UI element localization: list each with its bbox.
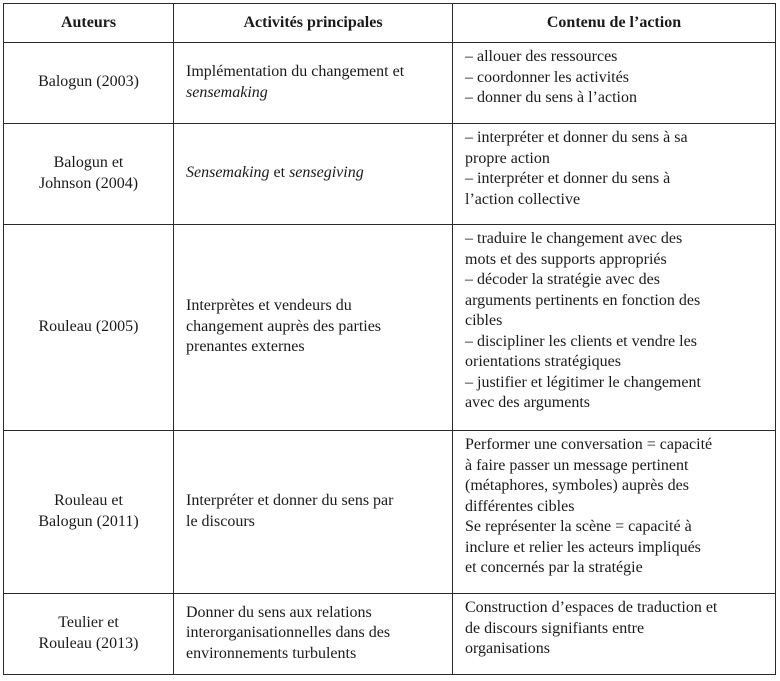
activity-cell bbox=[174, 225, 453, 431]
activity-italic: sensemaking bbox=[186, 83, 268, 101]
table-body bbox=[4, 43, 776, 675]
author-line: Balogun (2011) bbox=[38, 512, 139, 530]
activity-line: Interprètes et vendeurs du bbox=[186, 297, 352, 315]
author-line: Balogun et bbox=[53, 154, 124, 171]
table-row bbox=[4, 431, 776, 594]
author-line: Johnson (2004) bbox=[38, 174, 139, 192]
activity-text: Implémentation du changement et bbox=[186, 63, 405, 80]
activity-cell bbox=[174, 594, 453, 675]
content-line: cibles bbox=[465, 312, 503, 329]
author-cell bbox=[4, 124, 174, 225]
activity-cell bbox=[174, 431, 453, 594]
header-contenu: Contenu de l’action bbox=[453, 4, 776, 43]
author-cell bbox=[4, 594, 174, 675]
literature-table bbox=[3, 3, 776, 675]
activity-line: prenantes externes bbox=[186, 338, 305, 356]
author-line: Rouleau (2005) bbox=[38, 317, 139, 335]
author-cell bbox=[4, 431, 174, 594]
author-line: Balogun (2003) bbox=[38, 73, 139, 91]
content-line: Performer une conversation = capacité bbox=[465, 436, 713, 453]
activity-line: changement auprès des parties bbox=[186, 317, 382, 335]
content-cell bbox=[453, 124, 776, 225]
content-line: Se représenter la scène = capacité à bbox=[465, 518, 692, 535]
content-line: l’action collective bbox=[465, 190, 581, 208]
content-line: propre action bbox=[465, 149, 550, 167]
author-line: Rouleau et bbox=[54, 492, 123, 509]
content-cell bbox=[453, 594, 776, 675]
activity-line: le discours bbox=[186, 512, 255, 530]
content-line: (métaphores, symboles) auprès des bbox=[465, 477, 689, 494]
content-line: et concernés par la stratégie bbox=[465, 559, 643, 576]
table-row bbox=[4, 225, 776, 431]
table-row bbox=[4, 124, 776, 225]
table-row bbox=[4, 594, 776, 675]
content-line: avec des arguments bbox=[465, 394, 590, 411]
content-line: – coordonner les activités bbox=[465, 68, 629, 86]
content-line: – décoder la stratégie avec des bbox=[465, 271, 661, 288]
activity-italic: Sensemaking bbox=[186, 164, 270, 182]
activity-cell bbox=[174, 43, 453, 124]
content-line: arguments pertinents en fonction des bbox=[465, 291, 701, 309]
header-activites: Activités principales bbox=[174, 4, 453, 43]
content-cell bbox=[453, 43, 776, 124]
content-cell bbox=[453, 431, 776, 594]
content-line: – interpréter et donner du sens à bbox=[465, 170, 671, 187]
content-line: de discours signifiants entre bbox=[465, 619, 645, 637]
activity-line: environnements turbulents bbox=[186, 644, 357, 662]
content-line: orientations stratégiques bbox=[465, 353, 621, 370]
content-line: – traduire le changement avec des bbox=[465, 230, 683, 247]
activity-cell bbox=[174, 124, 453, 225]
author-cell bbox=[4, 43, 174, 124]
content-line: à faire passer un message pertinent bbox=[465, 456, 689, 474]
content-cell bbox=[453, 225, 776, 431]
content-line: inclure et relier les acteurs impliqués bbox=[465, 538, 701, 556]
content-line: – allouer des ressources bbox=[465, 48, 618, 65]
content-line: – interpréter et donner du sens à sa bbox=[465, 129, 688, 146]
activity-line: interorganisationnelles dans des bbox=[186, 624, 391, 642]
table-row bbox=[4, 43, 776, 124]
header-auteurs: Auteurs bbox=[4, 4, 174, 43]
content-line: mots et des supports appropriés bbox=[465, 250, 667, 268]
activity-italic: sensegiving bbox=[289, 164, 364, 182]
content-line: – justifier et légitimer le changement bbox=[465, 373, 701, 391]
author-line: Teulier et bbox=[58, 614, 119, 631]
content-line: Construction d’espaces de traduction et bbox=[465, 599, 718, 616]
table-header bbox=[4, 4, 776, 43]
header-row bbox=[4, 4, 776, 43]
activity-line: Interpréter et donner du sens par bbox=[186, 492, 394, 509]
author-line: Rouleau (2013) bbox=[38, 634, 139, 652]
author-cell bbox=[4, 225, 174, 431]
activity-line: Donner du sens aux relations bbox=[186, 603, 372, 621]
content-line: différentes cibles bbox=[465, 497, 575, 515]
content-line: – discipliner les clients et vendre les bbox=[465, 332, 697, 350]
content-line: – donner du sens à l’action bbox=[465, 89, 637, 106]
activity-text: et bbox=[269, 164, 290, 182]
content-line: organisations bbox=[465, 640, 551, 657]
